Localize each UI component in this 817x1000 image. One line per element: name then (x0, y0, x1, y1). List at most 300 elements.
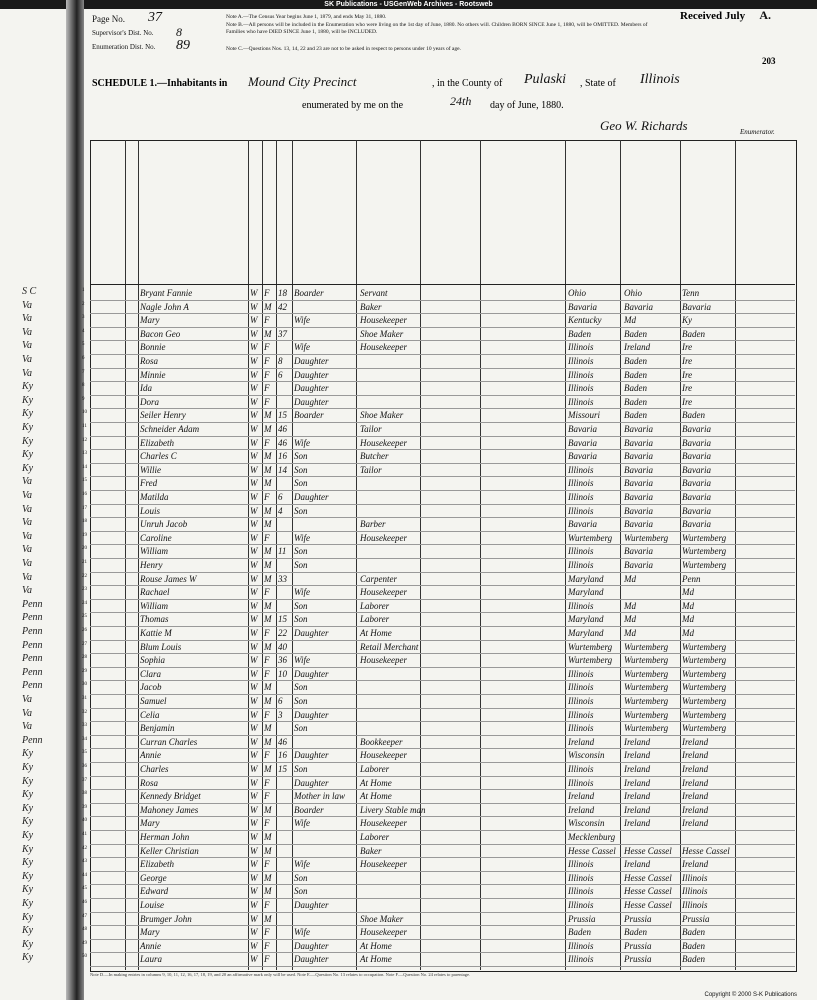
cell-sex: M (264, 424, 272, 434)
cell-name: Bonnie (140, 342, 166, 353)
schedule-title: SCHEDULE 1.—Inhabitants in (92, 78, 228, 89)
cell-occ: Housekeeper (360, 342, 407, 353)
cell-rel: Son (294, 505, 308, 516)
cell-b2: Ireland (624, 342, 651, 353)
cell-occ: Housekeeper (360, 532, 407, 543)
margin-note: Ky (22, 857, 34, 869)
cell-b3: Baden (682, 927, 705, 938)
cell-b3: Bavaria (682, 478, 711, 489)
cell-name: Charles (140, 764, 169, 774)
cell-sex: F (264, 750, 270, 761)
cell-b2: Wurtemberg (624, 709, 669, 720)
row-number: 6 (82, 356, 85, 361)
cell-col: W (250, 886, 258, 897)
cell-name: Jacob (140, 682, 162, 693)
cell-rel: Son (294, 886, 308, 897)
cell-b1: Illinois (568, 356, 594, 366)
cell-age: 6 (278, 696, 283, 706)
cell-b3: Bavaria (682, 519, 711, 530)
cell-col: W (250, 560, 258, 570)
cell-b2: Baden (624, 383, 647, 394)
cell-col: W (250, 288, 258, 298)
margin-note: Va (22, 367, 32, 379)
cell-b2: Md (624, 573, 636, 584)
cell-occ: Barber (360, 519, 386, 530)
cell-b2: Ohio (624, 288, 642, 298)
cell-b3: Baden (682, 410, 705, 421)
cell-sex: F (264, 927, 270, 938)
cell-b1: Maryland (568, 573, 604, 584)
row-number: 21 (82, 560, 87, 565)
month-year-label: day of June, 1880. (490, 100, 564, 111)
cell-b3: Hesse Cassel (682, 845, 730, 856)
cell-col: W (250, 913, 258, 924)
margin-note: Va (22, 517, 32, 529)
cell-b1: Illinois (568, 872, 594, 883)
row-number: 4 (82, 328, 85, 334)
margin-note: Va (22, 326, 32, 338)
cell-b3: Ire (682, 356, 693, 366)
cell-age: 37 (278, 328, 287, 339)
cell-name: Bacon Geo (140, 328, 181, 339)
cell-occ: At Home (360, 777, 392, 788)
row-number: 8 (82, 383, 85, 389)
margin-note: Ky (22, 816, 34, 828)
cell-col: W (250, 437, 258, 448)
cell-b1: Prussia (568, 913, 596, 924)
cell-occ: Retail Merchant (360, 641, 419, 652)
margin-note: Ky (22, 830, 34, 841)
cell-sex: M (264, 464, 272, 475)
margin-note: Va (22, 694, 32, 705)
cell-b2: Bavaria (624, 478, 653, 489)
margin-note: Ky (22, 449, 34, 461)
cell-sex: F (264, 818, 270, 829)
cell-sex: F (264, 655, 270, 666)
cell-name: Edward (140, 886, 169, 897)
cell-b3: Md (682, 628, 694, 638)
margin-note: Ky (22, 938, 34, 950)
margin-note: Ky (22, 408, 34, 420)
cell-b3: Wurtemberg (682, 532, 727, 543)
cell-col: W (250, 614, 258, 625)
cell-age: 10 (278, 668, 287, 679)
cell-b1: Illinois (568, 492, 594, 502)
cell-col: W (250, 301, 258, 312)
cell-b1: Bavaria (568, 519, 597, 530)
cell-b3: Md (682, 600, 694, 611)
cell-sex: F (264, 587, 270, 598)
cell-name: Rosa (140, 777, 158, 788)
cell-b2: Wurtemberg (624, 682, 669, 693)
cell-sex: M (264, 886, 272, 897)
cell-occ: At Home (360, 954, 392, 965)
cell-b1: Wisconsin (568, 750, 605, 761)
cell-rel: Son (294, 451, 308, 462)
cell-col: W (250, 410, 258, 421)
copyright: Copyright © 2000 S-K Publications (704, 992, 797, 998)
cell-name: Matilda (140, 492, 169, 502)
cell-name: Clara (140, 668, 162, 679)
row-number: 48 (82, 927, 87, 933)
cell-age: 16 (278, 451, 287, 462)
cell-name: Henry (140, 560, 163, 570)
cell-b1: Illinois (568, 560, 594, 570)
cell-b1: Illinois (568, 940, 594, 951)
cell-occ: Livery Stable man (360, 804, 426, 815)
cell-b1: Illinois (568, 505, 594, 516)
cell-sex: F (264, 777, 270, 788)
cell-col: W (250, 573, 258, 584)
row-number: 42 (82, 845, 87, 851)
cell-name: Willie (140, 464, 161, 475)
cell-b3: Ireland (682, 764, 709, 774)
cell-sex: F (264, 954, 270, 965)
cell-b2: Bavaria (624, 437, 653, 448)
cell-rel: Daughter (294, 369, 329, 380)
cell-sex: F (264, 940, 270, 951)
cell-col: W (250, 668, 258, 679)
county-value: Pulaski (524, 72, 566, 87)
cell-rel: Wife (294, 859, 310, 870)
cell-col: W (250, 832, 258, 842)
cell-occ: At Home (360, 791, 392, 802)
header-rule (90, 284, 795, 285)
cell-b1: Mecklenburg (568, 832, 616, 842)
cell-rel: Daughter (294, 777, 329, 788)
cell-b1: Illinois (568, 900, 594, 910)
cell-sex: M (264, 913, 272, 924)
cell-b3: Ireland (682, 791, 709, 802)
cell-rel: Daughter (294, 356, 329, 366)
cell-name: Brumger John (140, 913, 192, 924)
cell-name: Schneider Adam (140, 424, 200, 434)
cell-rel: Boarder (294, 410, 324, 421)
cell-age: 6 (278, 492, 283, 502)
cell-occ: Housekeeper (360, 859, 407, 870)
cell-col: W (250, 600, 258, 611)
row-number: 11 (82, 424, 87, 429)
cell-b3: Ireland (682, 777, 709, 788)
cell-col: W (250, 464, 258, 475)
cell-rel: Son (294, 600, 308, 611)
row-number: 24 (82, 600, 87, 606)
margin-note: Ky (22, 422, 34, 433)
cell-col: W (250, 315, 258, 326)
cell-b2: Ireland (624, 804, 651, 815)
cell-b3: Md (682, 587, 694, 598)
cell-b3: Bavaria (682, 424, 711, 434)
cell-b2: Wurtemberg (624, 668, 669, 679)
cell-name: William (140, 600, 169, 611)
cell-b1: Illinois (568, 859, 594, 870)
cell-rel: Wife (294, 587, 310, 598)
margin-note: Va (22, 530, 32, 542)
cell-b2: Bavaria (624, 505, 653, 516)
cell-b1: Hesse Cassel (568, 845, 616, 856)
cell-rel: Boarder (294, 804, 324, 815)
cell-occ: Housekeeper (360, 315, 407, 326)
margin-note: Penn (22, 734, 43, 746)
cell-occ: Baker (360, 301, 382, 312)
cell-b1: Illinois (568, 383, 594, 394)
cell-sex: F (264, 383, 270, 394)
row-number: 46 (82, 900, 87, 905)
margin-note: Ky (22, 462, 34, 474)
cell-b2: Bavaria (624, 546, 653, 557)
cell-b3: Baden (682, 940, 705, 951)
cell-rel: Daughter (294, 709, 329, 720)
cell-name: Nagle John A (140, 301, 189, 312)
cell-name: Blum Louis (140, 641, 182, 652)
cell-col: W (250, 628, 258, 638)
cell-sex: M (264, 451, 272, 462)
margin-note: Ky (22, 381, 34, 393)
row-number: 12 (82, 437, 87, 443)
footer-notes: Note D.—In making entries in columns 9, 10, 11, 12, 16, 17, 18, 19, and 20 an affirmative mark only will be used. Note E.—Question No. 13 relates to occupation. Note F.—Question No. 24 relates to parentage. (90, 972, 471, 977)
cell-col: W (250, 940, 258, 951)
cell-rel: Son (294, 464, 308, 475)
cell-name: Dora (140, 396, 160, 407)
cell-b2: Ireland (624, 750, 651, 761)
cell-b3: Penn (682, 573, 701, 584)
row-rule (90, 966, 795, 967)
cell-b3: Wurtemberg (682, 668, 727, 679)
cell-name: Ida (140, 383, 152, 394)
cell-name: Annie (140, 940, 161, 951)
cell-b2: Wurtemberg (624, 655, 669, 666)
cell-b2: Hesse Cassel (624, 845, 672, 856)
cell-name: Louise (140, 900, 165, 910)
cell-b3: Wurtemberg (682, 546, 727, 557)
cell-col: W (250, 532, 258, 543)
cell-sex: M (264, 614, 272, 625)
cell-rel: Boarder (294, 288, 324, 298)
margin-note: Va (22, 299, 32, 311)
margin-note: Ky (22, 870, 34, 882)
cell-age: 22 (278, 628, 287, 638)
row-number: 28 (82, 655, 87, 661)
cell-sex: F (264, 709, 270, 720)
cell-b1: Illinois (568, 464, 594, 475)
cell-b2: Hesse Cassel (624, 900, 672, 910)
row-number: 39 (82, 804, 87, 810)
cell-name: Benjamin (140, 723, 175, 734)
cell-b3: Illinois (682, 900, 708, 910)
cell-b3: Illinois (682, 872, 708, 883)
cell-col: W (250, 641, 258, 652)
cell-b2: Baden (624, 328, 647, 339)
cell-age: 16 (278, 750, 287, 761)
cell-rel: Son (294, 872, 308, 883)
cell-b3: Bavaria (682, 301, 711, 312)
cell-b1: Illinois (568, 954, 594, 965)
cell-rel: Son (294, 696, 308, 706)
cell-name: Mary (140, 818, 160, 829)
cell-b2: Baden (624, 927, 647, 938)
cell-col: W (250, 587, 258, 598)
row-number: 17 (82, 505, 87, 511)
row-number: 13 (82, 451, 87, 457)
margin-note: Va (22, 707, 32, 719)
note-c: Note C.—Questions Nos. 13, 14, 22 and 23 are not to be asked in respect to persons under 10 years of age. (226, 46, 461, 52)
row-number: 31 (82, 696, 87, 701)
cell-b3: Bavaria (682, 451, 711, 462)
cell-sex: M (264, 410, 272, 421)
cell-rel: Wife (294, 315, 310, 326)
cell-sex: F (264, 628, 270, 638)
cell-name: Keller Christian (140, 845, 199, 856)
cell-b1: Illinois (568, 709, 594, 720)
cell-b3: Ky (682, 315, 692, 326)
cell-rel: Daughter (294, 396, 329, 407)
row-number: 16 (82, 492, 87, 497)
margin-note: Va (22, 313, 32, 325)
cell-sex: F (264, 492, 270, 502)
cell-name: Herman John (140, 832, 190, 842)
cell-b2: Baden (624, 369, 647, 380)
row-number: 9 (82, 396, 85, 402)
cell-b3: Wurtemberg (682, 560, 727, 570)
cell-sex: F (264, 396, 270, 407)
cell-b2: Wurtemberg (624, 723, 669, 734)
cell-rel: Wife (294, 532, 310, 543)
enumerator-signature: Geo W. Richards (600, 118, 688, 133)
cell-age: 8 (278, 356, 283, 366)
cell-b2: Prussia (624, 954, 652, 965)
margin-note: Penn (22, 598, 43, 610)
margin-note: Penn (22, 626, 43, 637)
cell-b2: Bavaria (624, 424, 653, 434)
cell-age: 15 (278, 614, 287, 625)
cell-b1: Kentucky (568, 315, 602, 326)
cell-rel: Daughter (294, 750, 329, 761)
sheet-number: 203 (762, 56, 776, 66)
margin-note: Ky (22, 762, 34, 773)
margin-note: Va (22, 340, 32, 352)
cell-sex: M (264, 600, 272, 611)
cell-b1: Illinois (568, 764, 594, 774)
cell-col: W (250, 478, 258, 489)
cell-name: Fred (140, 478, 158, 489)
cell-b2: Wurtemberg (624, 641, 669, 652)
cell-rel: Son (294, 560, 308, 570)
row-number: 40 (82, 818, 87, 824)
cell-rel: Son (294, 478, 308, 489)
cell-name: Elizabeth (140, 859, 174, 870)
cell-col: W (250, 424, 258, 434)
cell-b2: Ireland (624, 859, 651, 870)
enumerator-label: Enumerator. (740, 128, 775, 136)
cell-b2: Ireland (624, 764, 651, 774)
enumeration-label: Enumeration Dist. No. (92, 43, 156, 51)
cell-b3: Ireland (682, 804, 709, 815)
cell-name: George (140, 872, 167, 883)
cell-b2: Md (624, 315, 636, 326)
cell-occ: Tailor (360, 424, 382, 434)
margin-note: Penn (22, 666, 43, 678)
cell-age: 15 (278, 410, 287, 421)
margin-note: Va (22, 721, 32, 733)
cell-b2: Bavaria (624, 560, 653, 570)
row-number: 23 (82, 587, 87, 593)
cell-col: W (250, 804, 258, 815)
cell-b2: Bavaria (624, 519, 653, 530)
cell-name: Laura (140, 954, 163, 965)
margin-note: Ky (22, 748, 34, 760)
cell-col: W (250, 328, 258, 339)
cell-b3: Prussia (682, 913, 710, 924)
cell-b1: Wurtemberg (568, 532, 613, 543)
row-number: 22 (82, 573, 87, 579)
cell-name: Celia (140, 709, 160, 720)
cell-b2: Baden (624, 410, 647, 421)
cell-name: Rachael (140, 587, 170, 598)
row-number: 33 (82, 723, 87, 729)
cell-rel: Son (294, 764, 308, 774)
cell-rel: Daughter (294, 492, 329, 502)
row-number: 25 (82, 614, 87, 620)
cell-b1: Maryland (568, 614, 604, 625)
cell-b3: Ireland (682, 859, 709, 870)
cell-sex: M (264, 832, 272, 842)
cell-rel: Daughter (294, 900, 329, 910)
margin-note: Penn (22, 680, 43, 692)
cell-b1: Wurtemberg (568, 655, 613, 666)
row-number: 36 (82, 764, 87, 769)
row-number: 49 (82, 940, 87, 946)
cell-name: Rouse James W (140, 573, 197, 584)
cell-col: W (250, 356, 258, 366)
cell-name: Louis (140, 505, 161, 516)
page-no-label: Page No. (92, 14, 125, 24)
cell-b1: Missouri (568, 410, 601, 421)
cell-rel: Daughter (294, 940, 329, 951)
cell-col: W (250, 791, 258, 802)
cell-name: Caroline (140, 532, 172, 543)
cell-sex: F (264, 342, 270, 353)
cell-b2: Hesse Cassel (624, 886, 672, 897)
cell-col: W (250, 709, 258, 720)
cell-b2: Baden (624, 356, 647, 366)
cell-occ: Bookkeeper (360, 736, 403, 747)
cell-col: W (250, 696, 258, 706)
cell-sex: F (264, 369, 270, 380)
cell-sex: M (264, 478, 272, 489)
cell-b1: Illinois (568, 369, 594, 380)
enumerated-label: enumerated by me on the (302, 100, 404, 111)
cell-name: Mary (140, 927, 160, 938)
margin-note: S C (22, 286, 37, 297)
cell-sex: F (264, 315, 270, 326)
cell-b3: Ireland (682, 750, 709, 761)
cell-sex: F (264, 900, 270, 910)
cell-b2: Prussia (624, 913, 652, 924)
cell-occ: Servant (360, 288, 388, 298)
row-number: 10 (82, 410, 87, 416)
row-number: 37 (82, 777, 87, 783)
cell-sex: M (264, 505, 272, 516)
row-number: 7 (82, 369, 85, 375)
cell-name: Mary (140, 315, 160, 326)
margin-note: Ky (22, 952, 34, 964)
cell-rel: Wife (294, 342, 310, 353)
cell-col: W (250, 736, 258, 747)
cell-b1: Illinois (568, 668, 594, 679)
cell-occ: Housekeeper (360, 437, 407, 448)
cell-occ: Laborer (360, 832, 390, 842)
cell-b1: Illinois (568, 342, 594, 353)
